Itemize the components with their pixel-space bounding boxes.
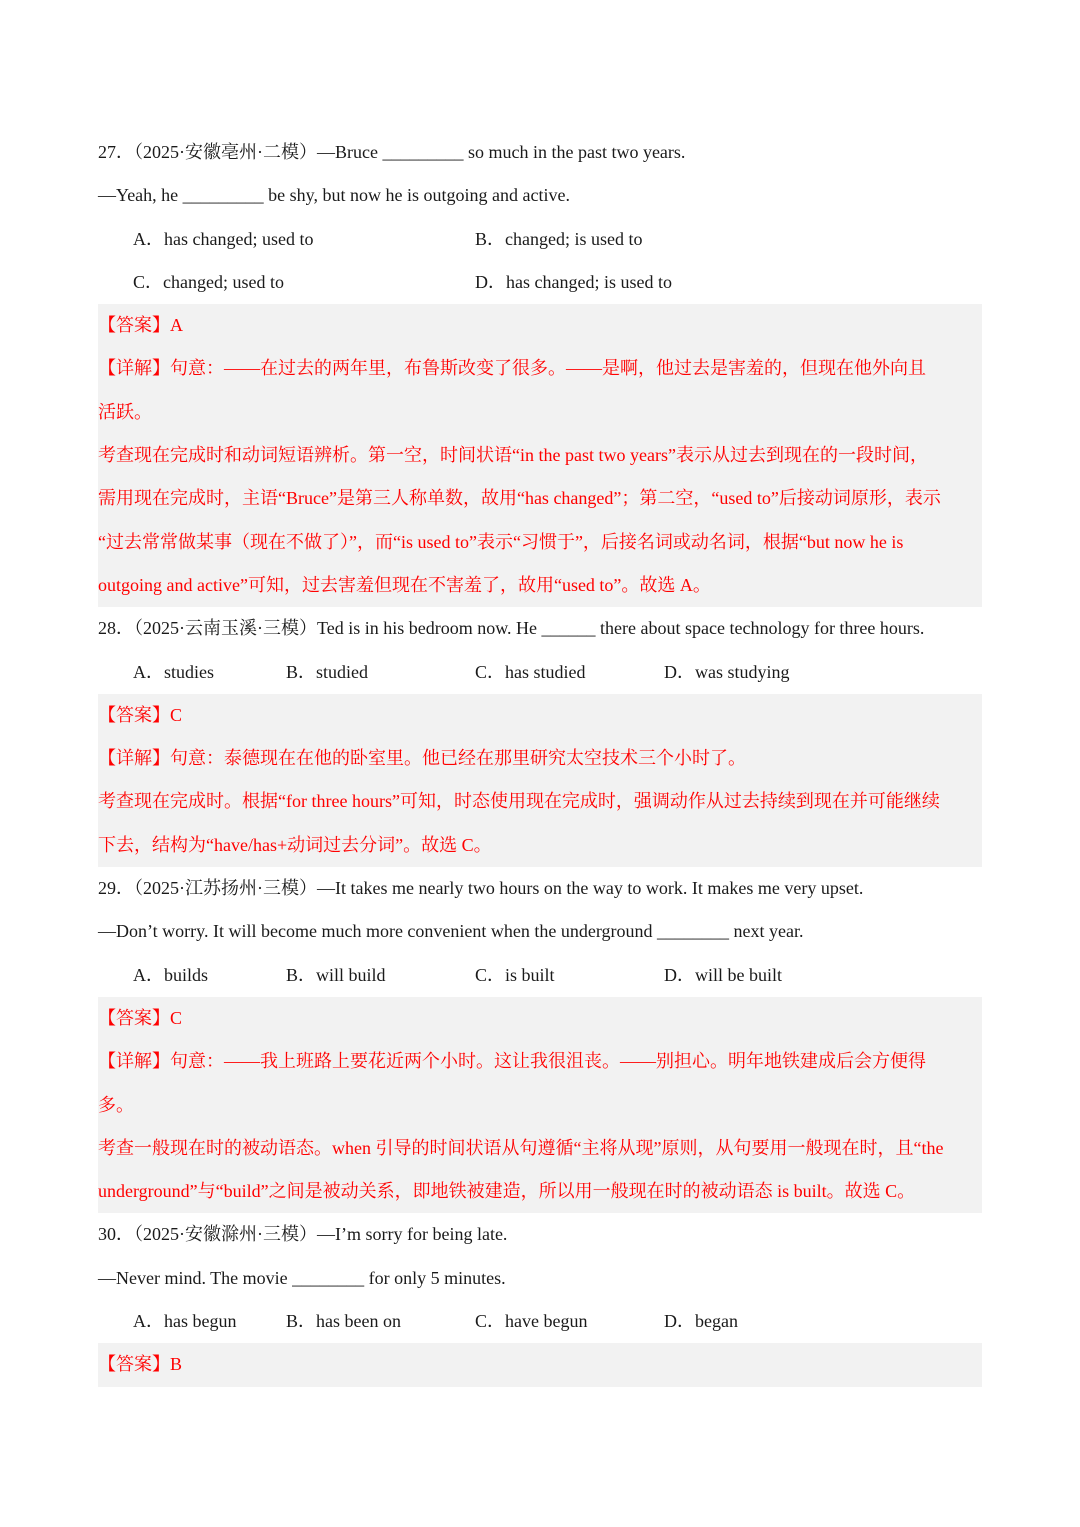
option-a: A．has begun [133, 1311, 237, 1332]
explanation-line: 下去，结构为“have/has+动词过去分词”。故选 C。 [98, 834, 492, 855]
explanation-line: 【详解】句意：泰德现在在他的卧室里。他已经在那里研究太空技术三个小时了。 [98, 748, 746, 769]
explanation-line: 考查一般现在时的被动语态。when 引导的时间状语从句遵循“主将从现”原则，从句要用一般现在时，且“the [98, 1137, 944, 1158]
answer-block [98, 694, 982, 867]
option-c: C．has studied [475, 661, 586, 682]
explanation-line: underground”与“build”之间是被动关系，即地铁被建造，所以用一般现在时的被动语态 is built。故选 C。 [98, 1181, 916, 1202]
explanation-line: 多。 [98, 1094, 134, 1115]
explanation-line: 【详解】句意：——在过去的两年里，布鲁斯改变了很多。——是啊，他过去是害羞的，但现在他外向且 [98, 358, 926, 379]
question-stem-dialogue: —Never mind. The movie ________ for only 5 minutes. [98, 1267, 506, 1288]
option-d: D．was studying [664, 661, 790, 682]
option-b: B．studied [286, 661, 369, 682]
question-stem: 28．（2025·云南玉溪·三模）Ted is in his bedroom now. He ______ there about space technology for three hours. [98, 618, 925, 639]
option-d: D．will be built [664, 964, 782, 985]
explanation-line: 考查现在完成时和动词短语辨析。第一空，时间状语“in the past two years”表示从过去到现在的一段时间， [98, 445, 928, 466]
option-a: A．has changed; used to [133, 228, 314, 249]
answer-label: 【答案】A [98, 315, 183, 336]
question-stem: 27．（2025·安徽亳州·二模）—Bruce _________ so much in the past two years. [98, 142, 686, 162]
answer-label: 【答案】B [98, 1354, 183, 1375]
option-row [98, 261, 982, 304]
option-row [98, 218, 982, 261]
option-row [98, 1300, 982, 1343]
explanation-line: “过去常常做某事（现在不做了）”，而“is used to”表示“习惯于”，后接名词或动名词，根据“but now he is [98, 531, 904, 552]
explanation-line: 考查现在完成时。根据“for three hours”可知，时态使用现在完成时，强调动作从过去持续到现在并可能继续 [98, 791, 940, 812]
option-c: C．is built [475, 964, 555, 985]
option-c: C．have begun [475, 1311, 588, 1332]
question-29 [98, 867, 982, 1213]
explanation-line: 活跃。 [98, 401, 152, 422]
question-list [98, 131, 982, 1387]
option-a: A．builds [133, 964, 209, 985]
question-stem-dialogue: —Don’t worry. It will become much more convenient when the underground ________ next year. [98, 921, 804, 942]
answer-label: 【答案】C [98, 1007, 183, 1028]
option-d: D．began [664, 1311, 738, 1332]
option-b: B．has been on [286, 1311, 401, 1332]
option-c: C．changed; used to [133, 271, 284, 292]
explanation-line: outgoing and active”可知，过去害羞但现在不害羞了，故用“used to”。故选 A。 [98, 574, 711, 595]
question-28 [98, 607, 982, 867]
answer-block [98, 997, 982, 1213]
option-d: D．has changed; is used to [475, 271, 672, 292]
explanation-line: 需用现在完成时，主语“Bruce”是第三人称单数，故用“has changed”；第二空，“used to”后接动词原形，表示 [98, 488, 941, 509]
answer-block [98, 304, 982, 607]
option-row [98, 954, 982, 997]
explanation-line: 【详解】句意：——我上班路上要花近两个小时。这让我很沮丧。——别担心。明年地铁建成后会方便得 [98, 1051, 926, 1072]
question-stem: 29．（2025·江苏扬州·三模）—It takes me nearly two hours on the way to work. It makes me very upset. [98, 878, 864, 899]
question-27 [98, 131, 982, 607]
answer-block [98, 1343, 982, 1386]
question-stem-dialogue: —Yeah, he _________ be shy, but now he is outgoing and active. [98, 185, 570, 206]
option-b: B．changed; is used to [475, 228, 643, 249]
option-a: A．studies [133, 661, 214, 682]
option-row [98, 651, 982, 694]
answer-label: 【答案】C [98, 704, 183, 725]
option-b: B．will build [286, 964, 386, 985]
question-stem: 30．（2025·安徽滁州·三模）—I’m sorry for being late. [98, 1224, 508, 1245]
question-30 [98, 1213, 982, 1386]
